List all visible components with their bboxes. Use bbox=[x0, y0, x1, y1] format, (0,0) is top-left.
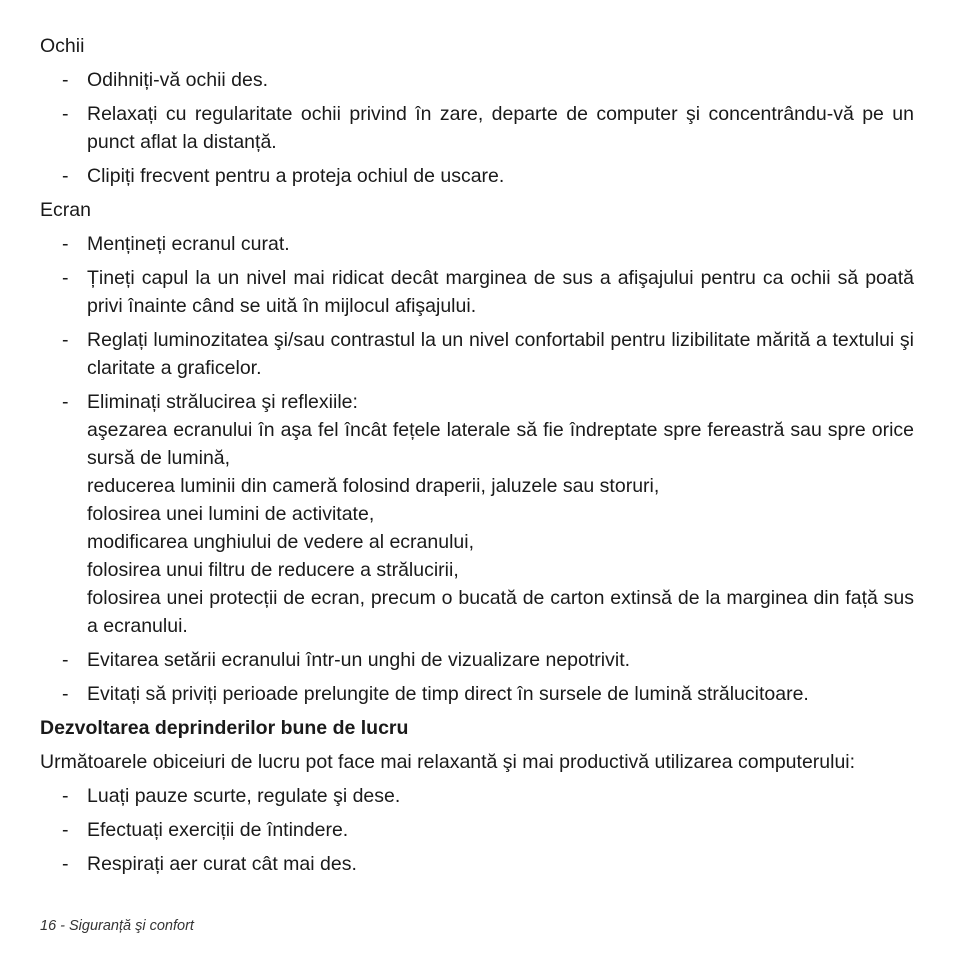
page-content bbox=[40, 32, 914, 884]
list-item bbox=[40, 326, 914, 382]
eyes-list bbox=[40, 66, 914, 190]
dash-bullet: - bbox=[62, 819, 69, 841]
dash-bullet: - bbox=[62, 329, 69, 351]
list-item-text: Evitați să priviți perioade prelungite de timp direct în sursele de lumină strălucitoare. bbox=[87, 683, 809, 705]
dash-bullet: - bbox=[62, 649, 69, 671]
dash-bullet: - bbox=[62, 165, 69, 187]
habits-list bbox=[40, 782, 914, 878]
glare-sub-item: folosirea unei protecții de ecran, precum o bucată de carton extinsă de la marginea din față sus a ecranului. bbox=[87, 587, 914, 637]
list-item-text: Efectuați exerciții de întindere. bbox=[87, 819, 349, 841]
list-item bbox=[40, 100, 914, 156]
glare-sub-item: reducerea luminii din cameră folosind draperii, jaluzele sau storuri, bbox=[87, 475, 660, 497]
list-item-text: Respirați aer curat cât mai des. bbox=[87, 853, 357, 875]
list-item bbox=[40, 850, 914, 878]
glare-sub-item: aşezarea ecranului în aşa fel încât fețele laterale să fie îndreptate spre fereastră sau spre orice sursă de lumină, bbox=[87, 419, 914, 469]
dash-bullet: - bbox=[62, 683, 69, 705]
list-item bbox=[40, 680, 914, 708]
glare-sub-item: folosirea unui filtru de reducere a strălucirii, bbox=[87, 559, 459, 581]
glare-intro: Eliminați strălucirea şi reflexiile: bbox=[87, 391, 358, 413]
list-item-text: Clipiți frecvent pentru a proteja ochiul de uscare. bbox=[87, 165, 505, 187]
list-item bbox=[40, 816, 914, 844]
list-item bbox=[40, 264, 914, 320]
glare-sub-item: folosirea unei lumini de activitate, bbox=[87, 503, 375, 525]
section-heading-screen: Ecran bbox=[40, 199, 91, 221]
section-heading-eyes: Ochii bbox=[40, 35, 85, 57]
dash-bullet: - bbox=[62, 233, 69, 255]
list-item bbox=[40, 646, 914, 674]
list-item-text: Reglați luminozitatea şi/sau contrastul la un nivel confortabil pentru lizibilitate mărită a textului şi claritate a graficelor. bbox=[87, 329, 914, 379]
screen-list bbox=[40, 230, 914, 708]
list-item-text: Țineți capul la un nivel mai ridicat decât marginea de sus a afişajului pentru ca ochii să poată privi înainte când se uită în mijlocul afişajului. bbox=[87, 267, 914, 317]
list-item bbox=[40, 162, 914, 190]
section-heading-habits: Dezvoltarea deprinderilor bune de lucru bbox=[40, 717, 409, 739]
glare-sub-item: modificarea unghiului de vedere al ecranului, bbox=[87, 531, 474, 553]
dash-bullet: - bbox=[62, 103, 69, 125]
dash-bullet: - bbox=[62, 785, 69, 807]
list-item-text: Luați pauze scurte, regulate şi dese. bbox=[87, 785, 401, 807]
dash-bullet: - bbox=[62, 69, 69, 91]
list-item-glare bbox=[40, 388, 914, 640]
list-item-text: Mențineți ecranul curat. bbox=[87, 233, 290, 255]
list-item-text: Relaxați cu regularitate ochii privind în zare, departe de computer şi concentrându-vă pe un punct aflat la distanță. bbox=[87, 103, 914, 153]
list-item-text: Odihniți-vă ochii des. bbox=[87, 69, 269, 91]
list-item bbox=[40, 230, 914, 258]
dash-bullet: - bbox=[62, 853, 69, 875]
page-footer: 16 - Siguranță şi confort bbox=[40, 918, 194, 934]
habits-intro: Următoarele obiceiuri de lucru pot face mai relaxantă şi mai productivă utilizarea computerului: bbox=[40, 751, 856, 773]
dash-bullet: - bbox=[62, 391, 69, 413]
dash-bullet: - bbox=[62, 267, 69, 289]
list-item bbox=[40, 782, 914, 810]
list-item bbox=[40, 66, 914, 94]
list-item-text: Evitarea setării ecranului într-un unghi de vizualizare nepotrivit. bbox=[87, 649, 631, 671]
